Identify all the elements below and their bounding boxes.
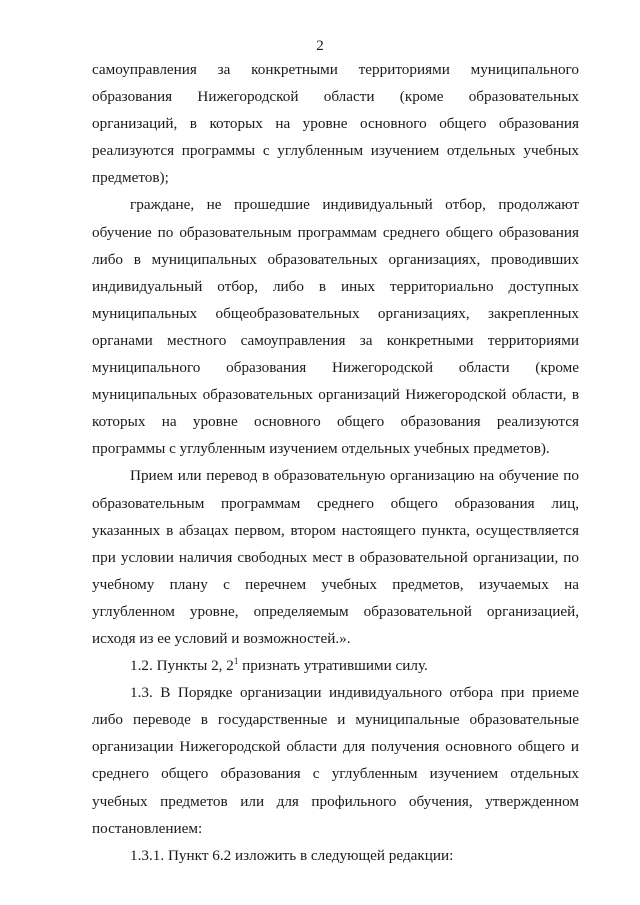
paragraph-item-1-2 (92, 652, 579, 679)
document-body (92, 56, 579, 869)
item-1-2-text-end: признать утратившими силу. (238, 657, 428, 675)
item-1-2-superscript: 1 (233, 656, 239, 667)
paragraph-item-1-3-1: 1.3.1. Пункт 6.2 изложить в следующей редакции: (130, 846, 454, 864)
paragraph-admission-transfer: Прием или перевод в образовательную организацию на обучение по образовательным программам среднего общего образования лиц, указанных в абзацах первом, втором настоящего пункта, осуществляется при условии наличия свободных мест в образовательной организации, по учебному плану с перечнем учебных предметов, изучаемых на углубленном уровне, определяемым образовательной организацией, исходя из ее условий и возможностей.». (92, 467, 579, 647)
paragraph-item-1-3: 1.3. В Порядке организации индивидуального отбора при приеме либо переводе в государственные и муниципальные образовательные организации Нижегородской области для получения основного общего и среднего общего образования с углубленным изучением отдельных учебных предметов или для профильного обучения, утвержденном постановлением: (92, 684, 579, 837)
paragraph-citizens-not-selected: граждане, не прошедшие индивидуальный отбор, продолжают обучение по образовательным программам среднего общего образования либо в муниципальных образовательных организациях, проводивших индивидуальный отбор, либо в иных территориально доступных муниципальных общеобразовательных организациях, закрепленных органами местного самоуправления за конкретными территориями муниципального образования Нижегородской области (кроме муниципальных образовательных организаций Нижегородской области, в которых на уровне основного общего образования реализуются программы с углубленным изучением отдельных учебных предметов). (92, 196, 579, 458)
page-number: 2 (316, 38, 324, 54)
item-1-2-text: 1.2. Пункты 2, 2 (130, 657, 234, 675)
paragraph-continuation: самоуправления за конкретными территориями муниципального образования Нижегородской области (кроме образовательных организаций, в которых на уровне основного общего образования реализуются программы с углубленным изучением отдельных учебных предметов); (92, 61, 579, 187)
